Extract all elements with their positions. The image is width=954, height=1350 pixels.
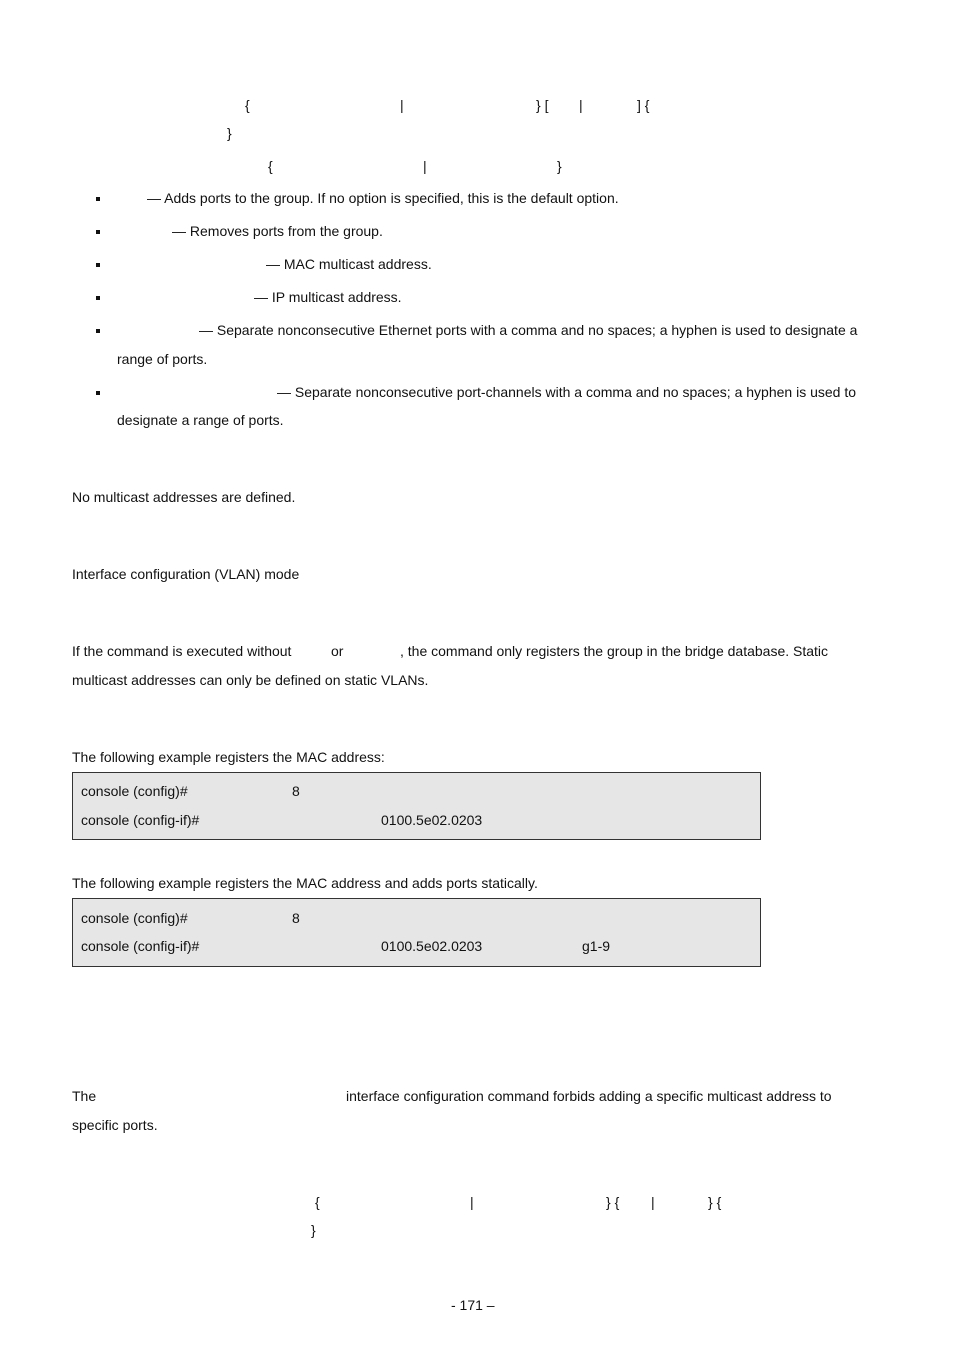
bullet-marker xyxy=(96,263,100,267)
guidelines-text: If the command is executed without xyxy=(72,643,292,659)
command-description: The xyxy=(72,1088,97,1104)
code-example-box xyxy=(72,898,761,967)
bullet-marker xyxy=(96,391,100,395)
bullet-marker xyxy=(96,296,100,300)
param-remove-description: — Removes ports from the group. xyxy=(172,223,383,239)
page-number: - 171 – xyxy=(451,1297,495,1313)
code-argument: g1-9 xyxy=(582,938,611,954)
param-mac-description: — MAC multicast address. xyxy=(266,256,432,272)
bullet-marker xyxy=(96,230,100,234)
syntax-pipe: | xyxy=(423,158,427,174)
syntax-pipe: | xyxy=(579,97,583,113)
code-prompt: console (config-if)# xyxy=(81,812,200,828)
guidelines-text: , the command only registers the group in the bridge database. Static xyxy=(400,643,829,659)
param-add-description: — Adds ports to the group. If no option is specified, this is the default option. xyxy=(147,190,619,206)
syntax-brace-close-bracket-open: } [ xyxy=(536,97,549,113)
code-example-box xyxy=(72,772,761,840)
bullet-marker xyxy=(96,197,100,201)
code-prompt: console (config)# xyxy=(81,910,188,926)
syntax-bracket-close-brace-open: ] { xyxy=(637,97,650,113)
command-description: interface configuration command forbids adding a specific multicast address to xyxy=(346,1088,832,1104)
syntax-pipe: | xyxy=(400,97,404,113)
param-ethernet-description-cont: range of ports. xyxy=(117,351,208,367)
command-mode-text: Interface configuration (VLAN) mode xyxy=(72,566,300,582)
code-prompt: console (config-if)# xyxy=(81,938,200,954)
syntax-brace-open: { xyxy=(245,97,250,113)
guidelines-text: or xyxy=(331,643,344,659)
code-argument: 0100.5e02.0203 xyxy=(381,812,483,828)
syntax-brace-open: { xyxy=(268,158,273,174)
code-prompt: console (config)# xyxy=(81,783,188,799)
syntax-brace-open: { xyxy=(315,1194,320,1210)
param-port-channel-description: — Separate nonconsecutive port-channels with a comma and no spaces; a hyphen is used to xyxy=(277,384,857,400)
example-intro: The following example registers the MAC address: xyxy=(72,749,385,765)
syntax-brace-close: } xyxy=(227,125,232,141)
syntax-brace-close-brace-open: } { xyxy=(606,1194,620,1210)
param-ip-description: — IP multicast address. xyxy=(254,289,402,305)
syntax-brace-close: } xyxy=(311,1222,316,1238)
example-intro: The following example registers the MAC address and adds ports statically. xyxy=(72,875,538,891)
syntax-pipe: | xyxy=(651,1194,655,1210)
guidelines-text-cont: multicast addresses can only be defined on static VLANs. xyxy=(72,672,429,688)
code-argument: 0100.5e02.0203 xyxy=(381,938,483,954)
syntax-brace-close: } xyxy=(557,158,562,174)
param-port-channel-description-cont: designate a range of ports. xyxy=(117,412,284,428)
code-argument: 8 xyxy=(292,783,300,799)
code-argument: 8 xyxy=(292,910,300,926)
bullet-marker xyxy=(96,329,100,333)
param-ethernet-description: — Separate nonconsecutive Ethernet ports with a comma and no spaces; a hyphen is used to designate a xyxy=(199,322,858,338)
command-description-cont: specific ports. xyxy=(72,1117,158,1133)
default-configuration-text: No multicast addresses are defined. xyxy=(72,489,296,505)
syntax-brace-close-brace-open: } { xyxy=(708,1194,722,1210)
syntax-pipe: | xyxy=(470,1194,474,1210)
